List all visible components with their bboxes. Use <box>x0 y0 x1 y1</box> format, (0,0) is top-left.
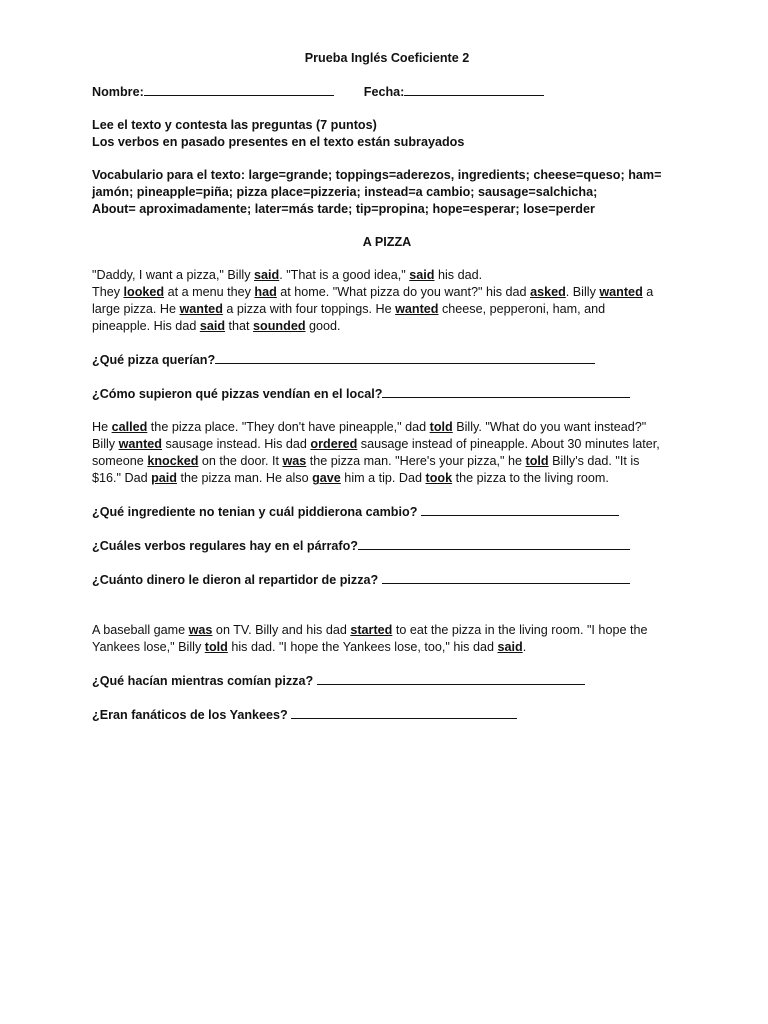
past-verb: called <box>111 420 148 434</box>
p1-line-1: "Daddy, I want a pizza," Billy said. "That is a good idea," said his dad. <box>92 268 483 282</box>
name-date-row <box>92 83 682 101</box>
question-4: ¿Cuáles verbos regulares hay en el párrafo? <box>92 537 682 555</box>
story-paragraph-2 <box>92 419 682 487</box>
nombre-label: Nombre: <box>92 85 144 99</box>
fecha-label: Fecha: <box>363 85 405 99</box>
worksheet-page <box>92 50 682 724</box>
past-verb: knocked <box>147 454 199 468</box>
question-5: ¿Cuánto dinero le dieron al repartidor de pizza? <box>92 571 682 589</box>
question-6: ¿Qué hacían mientras comían pizza? <box>92 672 682 690</box>
question-1: ¿Qué pizza querían? <box>92 351 682 369</box>
p3-line-2: Yankees lose," Billy told his dad. "I hope the Yankees lose, too," his dad said. <box>92 640 527 654</box>
question-7: ¿Eran fanáticos de los Yankees? <box>92 706 682 724</box>
fecha-blank[interactable] <box>404 83 544 96</box>
p2-line-2: Billy wanted sausage instead. His dad ordered sausage instead of pineapple. About 30 minutes later, <box>92 437 660 451</box>
past-verb: said <box>409 268 435 282</box>
past-verb: wanted <box>179 302 223 316</box>
past-verb: wanted <box>395 302 439 316</box>
p2-line-3: someone knocked on the door. It was the pizza man. "Here's your pizza," he told Billy's dad. "It is <box>92 454 640 468</box>
p1-line-3: large pizza. He wanted a pizza with four toppings. He wanted cheese, pepperoni, ham, and <box>92 302 606 316</box>
p3-line-1: A baseball game was on TV. Billy and his dad started to eat the pizza in the living room. "I hope the <box>92 623 648 637</box>
past-verb: told <box>429 420 453 434</box>
story-paragraph-1 <box>92 267 682 335</box>
nombre-blank[interactable] <box>144 83 334 96</box>
question-3: ¿Qué ingrediente no tenian y cuál piddierona cambio? <box>92 503 682 521</box>
answer-blank[interactable] <box>317 672 585 685</box>
instructions-line-1: Lee el texto y contesta las preguntas (7 puntos) <box>92 118 377 132</box>
instructions-line-2: Los verbos en pasado presentes en el texto están subrayados <box>92 135 465 149</box>
past-verb: told <box>525 454 549 468</box>
page-title: Prueba Inglés Coeficiente 2 <box>304 51 470 65</box>
instructions <box>92 117 682 151</box>
past-verb: paid <box>151 471 177 485</box>
question-2: ¿Cómo supieron qué pizzas vendían en el local? <box>92 385 682 403</box>
past-verb: said <box>497 640 523 654</box>
past-verb: was <box>282 454 307 468</box>
past-verb: gave <box>312 471 341 485</box>
past-verb: ordered <box>310 437 358 451</box>
past-verb: took <box>425 471 453 485</box>
vocabulary-block <box>92 167 682 218</box>
vocabulary-line-1: Vocabulario para el texto: large=grande; toppings=aderezos, ingredients; cheese=queso; ham= <box>92 168 662 182</box>
past-verb: looked <box>123 285 165 299</box>
story-title: A PIZZA <box>362 235 412 249</box>
p1-line-2: They looked at a menu they had at home. "What pizza do you want?" his dad asked. Billy wanted a <box>92 285 654 299</box>
p2-line-4: $16." Dad paid the pizza man. He also gave him a tip. Dad took the pizza to the living room. <box>92 471 609 485</box>
past-verb: wanted <box>118 437 162 451</box>
vocabulary-line-3: About= aproximadamente; later=más tarde; tip=propina; hope=esperar; lose=perder <box>92 202 595 216</box>
past-verb: was <box>188 623 213 637</box>
past-verb: wanted <box>599 285 643 299</box>
answer-blank[interactable] <box>382 385 630 398</box>
answer-blank[interactable] <box>358 537 630 550</box>
past-verb: started <box>350 623 393 637</box>
past-verb: had <box>254 285 277 299</box>
past-verb: sounded <box>253 319 306 333</box>
p2-line-1: He called the pizza place. "They don't have pineapple," dad told Billy. "What do you want instead?" <box>92 420 647 434</box>
answer-blank[interactable] <box>382 571 630 584</box>
p1-line-4: pineapple. His dad said that sounded good. <box>92 319 341 333</box>
past-verb: said <box>254 268 280 282</box>
past-verb: told <box>204 640 228 654</box>
past-verb: asked <box>530 285 566 299</box>
story-paragraph-3 <box>92 622 682 656</box>
answer-blank[interactable] <box>421 503 619 516</box>
vocabulary-line-2: jamón; pineapple=piña; pizza place=pizzeria; instead=a cambio; sausage=salchicha; <box>92 185 598 199</box>
answer-blank[interactable] <box>215 351 595 364</box>
past-verb: said <box>199 319 226 333</box>
answer-blank[interactable] <box>291 706 517 719</box>
